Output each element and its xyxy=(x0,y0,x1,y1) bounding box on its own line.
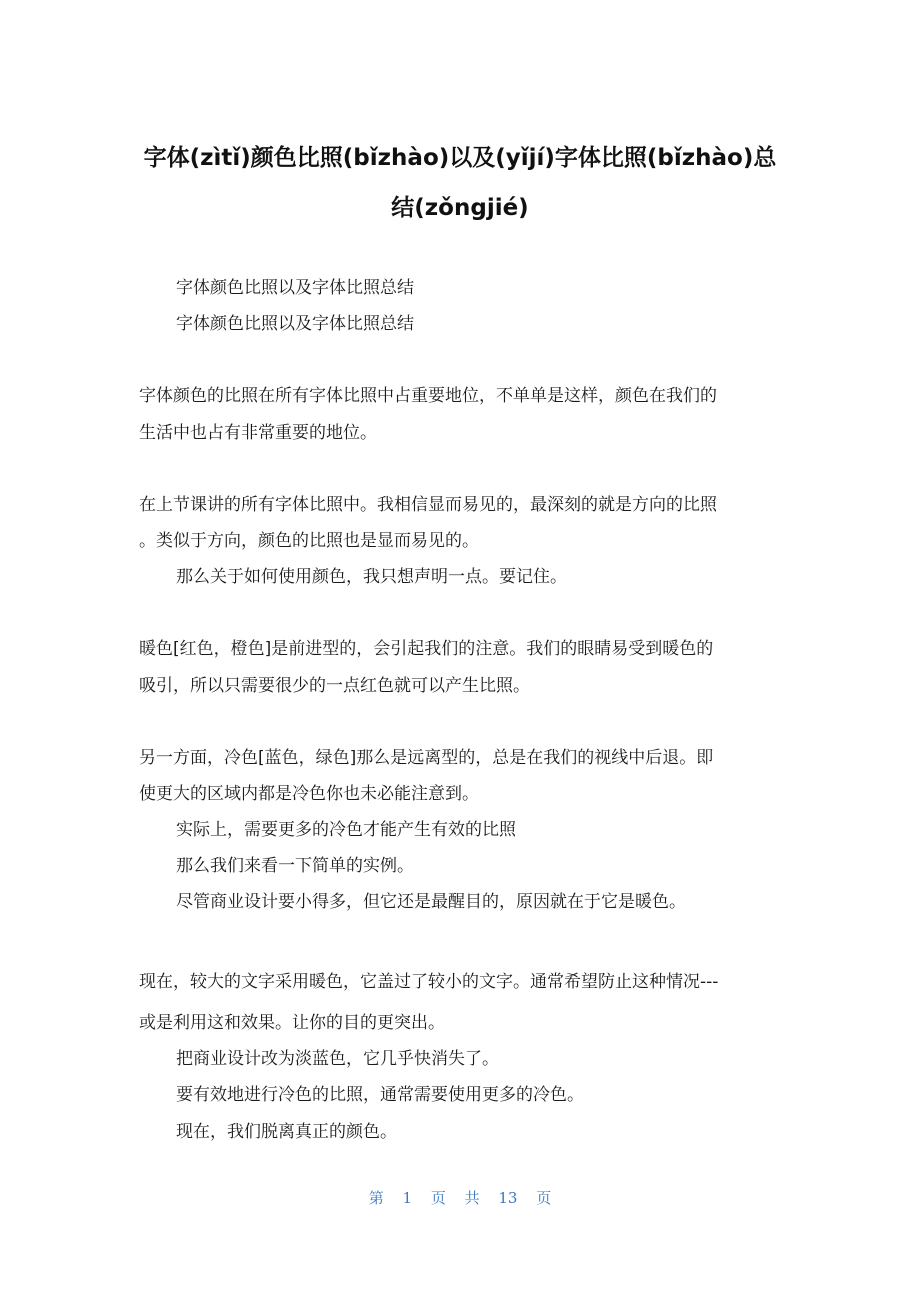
subtitle-line: 字体颜色比照以及字体比照总结 xyxy=(176,278,414,298)
paragraph-line: 现在，较大的文字采用暖色，它盖过了较小的文字。通常希望防止这种情况--- xyxy=(139,972,719,992)
page-number-footer: 第 1 页 共 13 页 xyxy=(368,1189,552,1207)
paragraph-line: 那么我们来看一下简单的实例。 xyxy=(176,856,414,876)
paragraph-line: 或是利用这和效果。让你的目的更突出。 xyxy=(139,1013,445,1033)
paragraph-line: 把商业设计改为淡蓝色，它几乎快消失了。 xyxy=(176,1049,499,1069)
paragraph-line: 实际上，需要更多的冷色才能产生有效的比照 xyxy=(176,820,516,840)
document-title-line-2: 结(zǒngjié) xyxy=(391,195,529,221)
paragraph-line: 暖色[红色，橙色]是前进型的，会引起我们的注意。我们的眼睛易受到暖色的 xyxy=(139,639,714,659)
paragraph-line: 尽管商业设计要小得多，但它还是最醒目的，原因就在于它是暖色。 xyxy=(176,892,686,912)
document-title-line-1: 字体(zìtǐ)颜色比照(bǐzhào)以及(yǐjí)字体比照(bǐzhào)总 xyxy=(143,145,777,171)
subtitle-line: 字体颜色比照以及字体比照总结 xyxy=(176,314,414,334)
paragraph-line: 在上节课讲的所有字体比照中。我相信显而易见的，最深刻的就是方向的比照 xyxy=(139,495,717,515)
paragraph-line: 使更大的区域内都是冷色你也未必能注意到。 xyxy=(139,784,479,804)
paragraph-line: 现在，我们脱离真正的颜色。 xyxy=(176,1122,397,1142)
paragraph-line: 吸引，所以只需要很少的一点红色就可以产生比照。 xyxy=(139,676,530,696)
paragraph-line: 字体颜色的比照在所有字体比照中占重要地位，不单单是这样，颜色在我们的 xyxy=(139,386,717,406)
paragraph-line: 那么关于如何使用颜色，我只想声明一点。要记住。 xyxy=(176,567,567,587)
paragraph-line: 。类似于方向，颜色的比照也是显而易见的。 xyxy=(139,531,479,551)
paragraph-line: 要有效地进行冷色的比照，通常需要使用更多的冷色。 xyxy=(176,1085,584,1105)
paragraph-line: 生活中也占有非常重要的地位。 xyxy=(139,423,377,443)
paragraph-line: 另一方面，冷色[蓝色，绿色]那么是远离型的，总是在我们的视线中后退。即 xyxy=(139,748,714,768)
